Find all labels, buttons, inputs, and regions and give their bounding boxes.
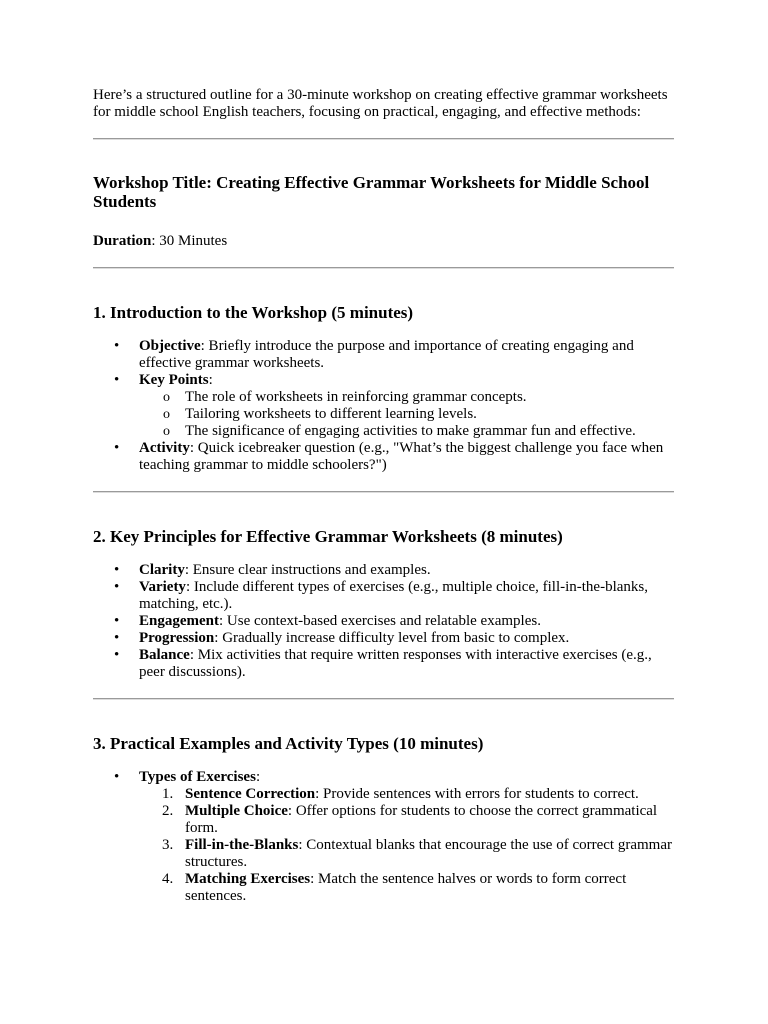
- list-item: [93, 440, 674, 474]
- list-item: [93, 562, 674, 579]
- sub-list-item: o Tailoring worksheets to different learning levels.: [139, 406, 674, 423]
- item-label: Multiple Choice: [185, 803, 288, 819]
- workshop-title: Workshop Title: Creating Effective Grammar Worksheets for Middle School Students: [93, 173, 650, 211]
- duration-line: [93, 233, 674, 250]
- item-text: : Mix activities that require written responses with interactive exercises (e.g., peer discussions).: [139, 647, 652, 680]
- item-text: : Ensure clear instructions and examples.: [184, 562, 431, 578]
- item-text: : Contextual blanks that encourage the use of correct grammar structures.: [185, 837, 672, 870]
- exercise-types-list: [139, 786, 674, 905]
- item-label: Key Points: [139, 372, 209, 388]
- item-text: : Include different types of exercises (e.g., multiple choice, fill-in-the-blanks, matching, etc.).: [139, 579, 649, 612]
- sub-list-item: o The role of worksheets in reinforcing grammar concepts.: [139, 389, 674, 406]
- list-item: [93, 769, 674, 905]
- divider: [93, 491, 674, 493]
- item-text: : Quick icebreaker question (e.g., "What’s the biggest challenge you face when teaching grammar to middle schoolers?"): [139, 440, 664, 473]
- list-item: [93, 613, 674, 630]
- item-text: : Use context-based exercises and relatable examples.: [219, 613, 541, 629]
- key-points-list: [139, 389, 674, 440]
- item-number: 2.: [162, 803, 174, 819]
- item-text: : Provide sentences with errors for students to correct.: [315, 786, 639, 802]
- item-label: Objective: [139, 338, 201, 354]
- item-label: Sentence Correction: [185, 786, 316, 802]
- list-item: [93, 338, 674, 372]
- numbered-item: [139, 837, 674, 871]
- section-2-heading: 2. Key Principles for Effective Grammar Worksheets (8 minutes): [93, 527, 563, 546]
- list-item: [93, 372, 674, 440]
- section-3-heading: 3. Practical Examples and Activity Types (10 minutes): [93, 734, 484, 753]
- numbered-item: [139, 803, 674, 837]
- item-label: Matching Exercises: [185, 871, 311, 887]
- numbered-item: [139, 786, 674, 803]
- item-label: Balance: [139, 647, 190, 663]
- list-item: [93, 647, 674, 681]
- sub-list-item: o The significance of engaging activities to make grammar fun and effective.: [139, 423, 674, 440]
- item-text: :: [255, 769, 261, 785]
- section-1-list: [93, 338, 674, 474]
- item-number: 1.: [162, 786, 174, 802]
- intro-paragraph: Here’s a structured outline for a 30-minute workshop on creating effective grammar worksheets for middle school English teachers, focusing on practical, engaging, and effective methods:: [93, 87, 668, 120]
- numbered-item: [139, 871, 674, 905]
- item-label: Fill-in-the-Blanks: [185, 837, 299, 853]
- item-text: : Gradually increase difficulty level from basic to complex.: [214, 630, 570, 646]
- item-label: Progression: [139, 630, 215, 646]
- divider: [93, 138, 674, 140]
- section-2-list: [93, 562, 674, 681]
- item-label: Clarity: [139, 562, 185, 578]
- section-1-heading: 1. Introduction to the Workshop (5 minutes): [93, 303, 414, 322]
- item-text: : Offer options for students to choose the correct grammatical form.: [185, 803, 658, 836]
- divider: [93, 267, 674, 269]
- item-number: 3.: [162, 837, 174, 853]
- item-number: 4.: [162, 871, 174, 887]
- list-item: [93, 630, 674, 647]
- item-label: Variety: [139, 579, 186, 595]
- duration-value: : 30 Minutes: [151, 233, 228, 249]
- section-3-list: [93, 769, 674, 905]
- divider: [93, 698, 674, 700]
- duration-label: Duration: [93, 233, 152, 249]
- item-label: Types of Exercises: [139, 769, 256, 785]
- item-label: Activity: [139, 440, 190, 456]
- item-label: Engagement: [139, 613, 219, 629]
- item-text: : Briefly introduce the purpose and importance of creating engaging and effective grammar worksheets.: [139, 338, 634, 371]
- item-text: :: [208, 372, 213, 388]
- list-item: [93, 579, 674, 613]
- item-text: : Match the sentence halves or words to form correct sentences.: [185, 871, 627, 904]
